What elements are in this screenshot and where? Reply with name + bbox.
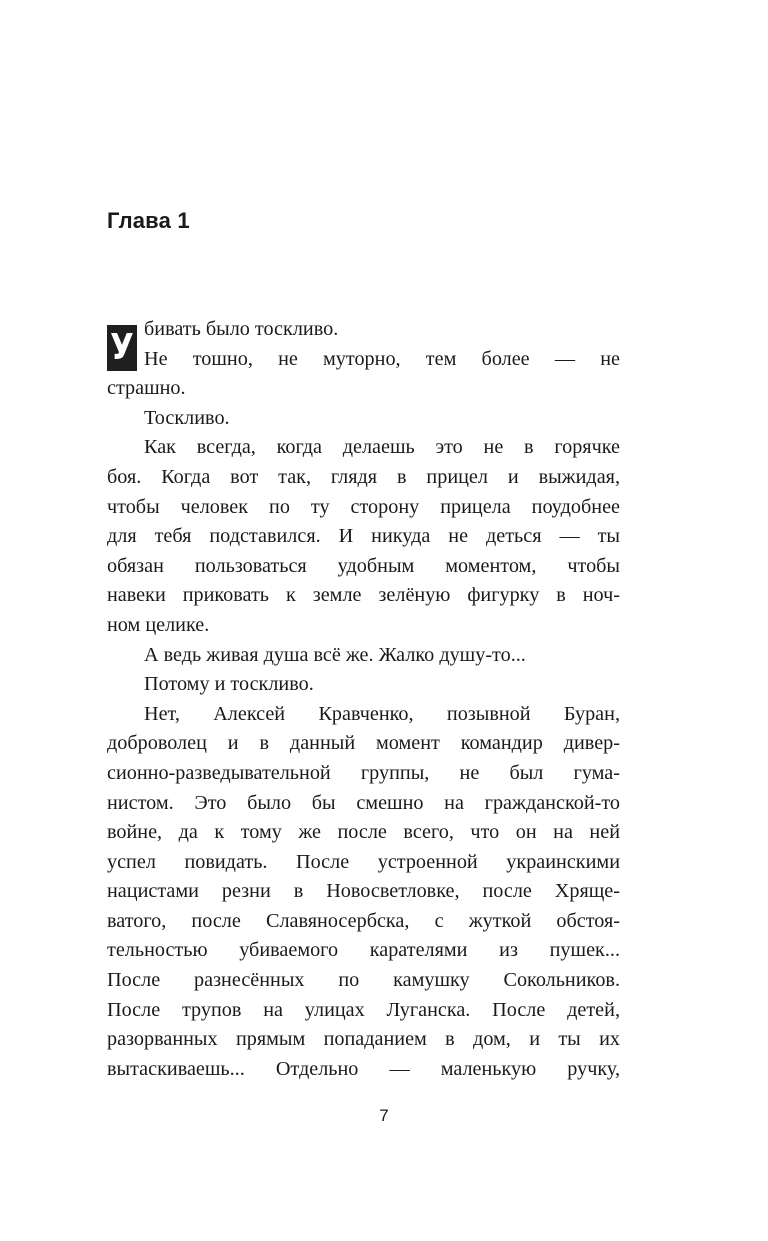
chapter-text bbox=[107, 315, 620, 1084]
text-line: боя. Когда вот так, глядя в прицел и выжидая, bbox=[107, 465, 620, 488]
text-line: нистом. Это было бы смешно на гражданской-то bbox=[107, 791, 620, 814]
text-line: Потому и тоскливо. bbox=[144, 673, 314, 696]
text-line: доброволец и в данный момент командир дивер- bbox=[107, 732, 620, 755]
text-line: для тебя подставился. И никуда не деться — ты bbox=[107, 525, 620, 548]
text-line: После разнесённых по камушку Сокольников. bbox=[107, 969, 620, 992]
text-line: чтобы человек по ту сторону прицела поудобнее bbox=[107, 495, 620, 518]
text-line: навеки приковать к земле зелёную фигурку в ноч- bbox=[107, 584, 620, 607]
text-line: А ведь живая душа всё же. Жалко душу-то... bbox=[144, 643, 526, 666]
drop-cap-letter: У bbox=[110, 327, 134, 368]
text-line: вытаскиваешь... Отдельно — маленькую ручку, bbox=[107, 1057, 620, 1080]
text-line: успел повидать. После устроенной украинскими bbox=[107, 850, 620, 873]
text-line: Нет, Алексей Кравченко, позывной Буран, bbox=[144, 702, 620, 725]
text-line: После трупов на улицах Луганска. После детей, bbox=[107, 998, 620, 1021]
text-line: разорванных прямым попаданием в дом, и ты их bbox=[107, 1028, 620, 1051]
text-line: сионно-разведывательной группы, не был гума- bbox=[107, 761, 620, 784]
drop-cap bbox=[107, 325, 137, 371]
text-line: Тоскливо. bbox=[144, 406, 230, 429]
text-line: ном целике. bbox=[107, 613, 210, 636]
text-line: войне, да к тому же после всего, что он на ней bbox=[107, 821, 620, 844]
text-line: Как всегда, когда делаешь это не в горячке bbox=[144, 436, 620, 459]
text-line: тельностью убиваемого карателями из пушек... bbox=[107, 939, 620, 962]
text-line: ватого, после Славяносербска, с жуткой обстоя- bbox=[107, 909, 620, 932]
text-line: Не тошно, не муторно, тем более — не bbox=[144, 347, 620, 370]
text-line: нацистами резни в Новосветловке, после Хряще- bbox=[107, 880, 620, 903]
text-line: страшно. bbox=[107, 377, 186, 400]
text-line: обязан пользоваться удобным моментом, чтобы bbox=[107, 554, 620, 577]
chapter-title: Глава 1 bbox=[107, 208, 190, 233]
text-line: бивать было тоскливо. bbox=[144, 318, 339, 340]
page-number: 7 bbox=[379, 1106, 389, 1125]
